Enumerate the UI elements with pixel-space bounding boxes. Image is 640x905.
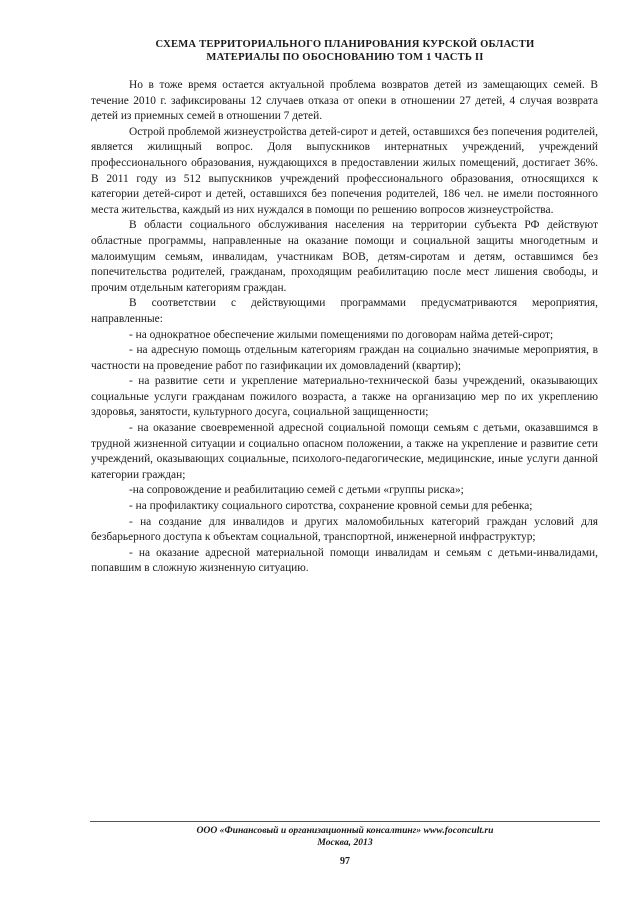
list-item: - на профилактику социального сиротства, сохранение кровной семьи для ребенка; [129,500,533,513]
footer-city-year: Москва, 2013 [317,837,373,848]
list-item: - на развитие сети и укрепление материально-технической базы учреждений, оказывающих социальные услуги гражданам пожилого возраста, а также на организацию мер по их укреплению здоровья, занятости, культурного досуга, социальной защищенности; [91,375,598,419]
footer-company: ООО «Финансовый и организационный консалтинг» www.foconcult.ru [196,825,494,836]
page-number: 97 [340,856,350,867]
list-item: - на однократное обеспечение жилыми помещениями по договорам найма детей-сирот; [129,328,554,341]
paragraph: В области социального обслуживания населения на территории субъекта РФ действуют областные программы, направленные на оказание помощи и социальной защиты многодетным и малоимущим семьям, инвалидам, участникам ВОВ, детям-сиротам и детям, оставшимся без попечительства родителей, гражданам, проходящим реабилитацию после мест лишения свободы, и прочим отдельным категориям граждан. [91,219,598,294]
paragraph: Но в тоже время остается актуальной проблема возвратов детей из замещающих семей. В течение 2010 г. зафиксированы 12 случаев отказа от опеки в отношении 27 детей, 4 случая возврата детей из приемных семей в отношении 7 детей. [91,79,598,123]
document-body [91,78,598,577]
list-item: -на сопровождение и реабилитацию семей с детьми «группы риска»; [129,484,464,497]
list-item: - на адресную помощь отдельным категориям граждан на социально значимые мероприятия, в частности на проведение работ по газификации их домовладений (квартир); [91,344,598,372]
page-footer [90,825,600,849]
paragraph: В соответствии с действующими программами предусматриваются мероприятия, направленные: [91,297,598,325]
list-item: - на оказание адресной материальной помощи инвалидам и семьям с детьми-инвалидами, попавшим в сложную жизненную ситуацию. [91,546,598,575]
page-header [90,39,600,64]
header-subtitle: МАТЕРИАЛЫ ПО ОБОСНОВАНИЮ ТОМ 1 ЧАСТЬ II [206,51,484,63]
header-title: СХЕМА ТЕРРИТОРИАЛЬНОГО ПЛАНИРОВАНИЯ КУРСКОЙ ОБЛАСТИ [155,39,535,50]
footer-divider [90,821,600,822]
paragraph: Острой проблемой жизнеустройства детей-сирот и детей, оставшихся без попечения родителей, является жилищный вопрос. Доля выпускников интернатных учреждений, учреждений профессионального образования, нуждающихся в предоставлении жилых помещений, достигает 36%. В 2011 году из 512 выпускников учреждений профессионального образования, относящихся к категории детей-сирот и детей, оставшихся без попечения родителей, 186 чел. не имели постоянного места жительства, каждый из них нуждался в помощи по решению вопросов жизнеустройства. [91,125,598,216]
list-item: - на создание для инвалидов и других маломобильных категорий граждан условий для безбарьерного доступа к объектам социальной, транспортной, инженерной инфраструктур; [91,515,598,544]
list-item: - на оказание своевременной адресной социальной помощи семьям с детьми, оказавшимся в трудной жизненной ситуации и социально опасном положении, а также на укрепление и развитие сети учреждений, оказывающих социальные, психолого-педагогические, медицинские, иные услуги данной категории граждан; [91,422,598,481]
